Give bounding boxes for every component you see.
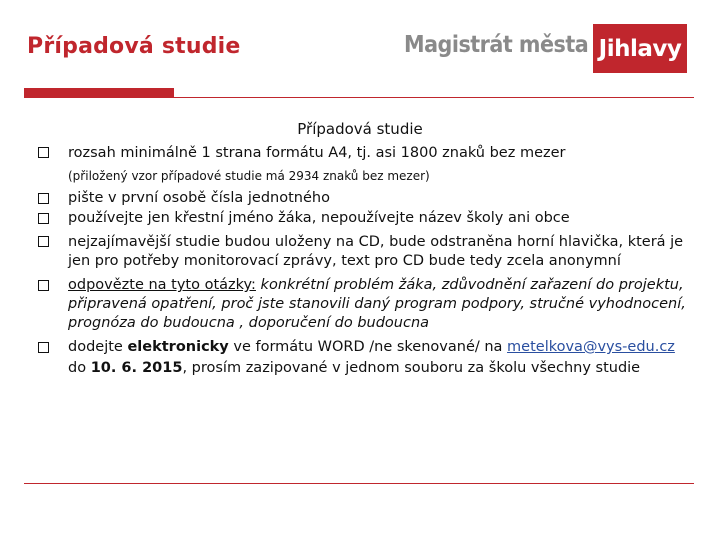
bold-text: elektronicky <box>127 339 229 355</box>
italic-text: prognóza do budoucna , doporučení do budoucna <box>68 315 430 331</box>
item-text: , prosím zazipované v jednom souboru za školu všechny studie <box>182 360 641 376</box>
header-divider <box>24 97 694 98</box>
item-text: rozsah minimálně 1 strana formátu A4, tj. asi 1800 znaků bez mezer <box>68 145 566 161</box>
item-text: dodejte <box>68 339 128 355</box>
deadline-date: 10. 6. 2015 <box>90 360 183 376</box>
slide-title: Případová studie <box>27 34 241 59</box>
item-text: ve formátu WORD /ne skenované/ na <box>228 339 508 355</box>
underlined-text: odpovězte na tyto otázky: <box>68 277 256 293</box>
bullet-icon <box>38 193 49 204</box>
content-heading: Případová studie <box>297 120 423 138</box>
brand-logo-box: Jihlavy <box>593 24 687 73</box>
item-note: (přiložený vzor případové studie má 2934 znaků bez mezer) <box>68 169 430 183</box>
bullet-icon <box>38 280 49 291</box>
brand-text: Magistrát města <box>404 32 589 58</box>
list-item: používejte jen křestní jméno žáka, nepoužívejte název školy ani obce <box>68 210 570 226</box>
item-text: jen pro potřeby monitorovací zprávy, text pro CD bude tedy zcela anonymní <box>68 253 621 269</box>
item-text: nejzajímavější studie budou uloženy na CD, bude odstraněna horní hlavička, která je <box>68 234 684 250</box>
italic-text: konkrétní problém žáka, zdůvodnění zařazení do projektu, <box>255 277 684 293</box>
bullet-icon <box>38 236 49 247</box>
email-link[interactable]: metelkova@vys-edu.cz <box>507 339 675 355</box>
list-item <box>68 233 688 271</box>
bullet-icon <box>38 213 49 224</box>
bullet-icon <box>38 342 49 353</box>
list-item <box>68 276 688 333</box>
footer-divider <box>24 483 694 484</box>
bullet-icon <box>38 147 49 158</box>
list-item <box>68 338 688 378</box>
list-item <box>68 144 688 186</box>
list-item: pište v první osobě čísla jednotného <box>68 190 330 206</box>
italic-text: připravená opatření, proč jste stanovili daný program podpory, stručné vyhodnocení, <box>68 296 686 312</box>
item-text: do <box>68 360 91 376</box>
